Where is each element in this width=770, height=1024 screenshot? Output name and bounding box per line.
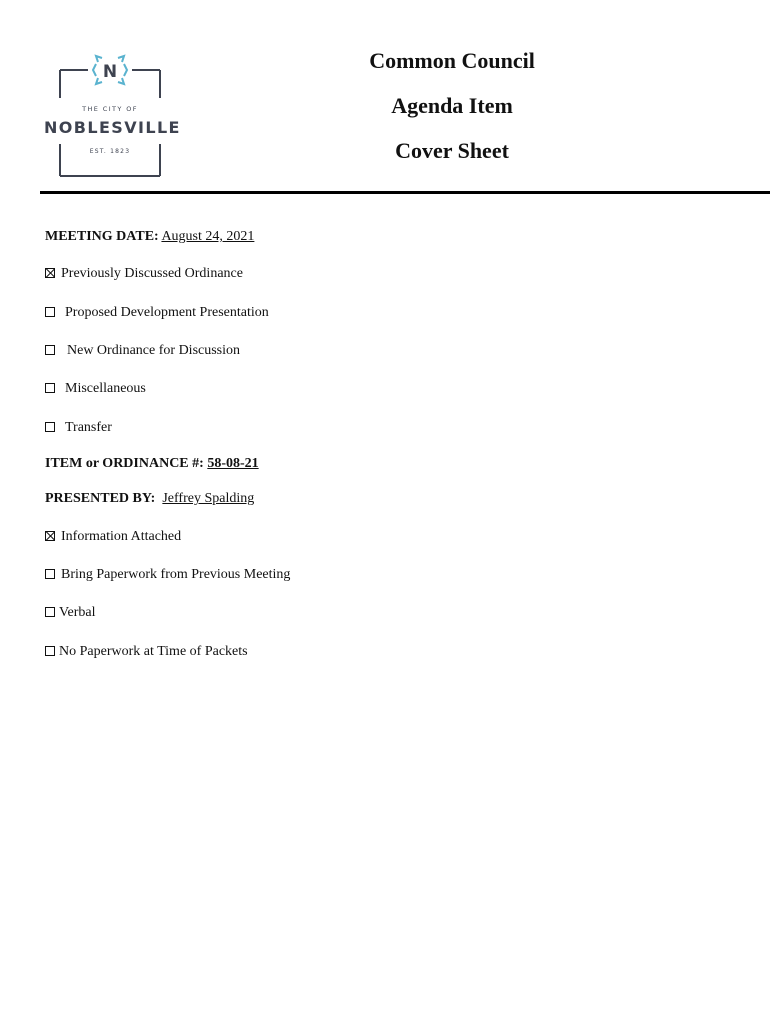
header-divider <box>40 191 770 194</box>
header-cover-sheet: Cover Sheet <box>395 138 509 163</box>
option-label: New Ordinance for Discussion <box>67 343 241 358</box>
type-option-previously-discussed[interactable] <box>45 265 243 283</box>
meeting-date-row <box>45 228 254 246</box>
logo-frame <box>44 52 181 180</box>
paperwork-option-bring-previous[interactable] <box>45 566 290 584</box>
paperwork-option-no-paperwork[interactable] <box>45 643 248 661</box>
type-option-proposed-development[interactable] <box>45 304 269 322</box>
unchecked-box-icon[interactable] <box>45 307 55 317</box>
option-label: Transfer <box>65 420 112 435</box>
paperwork-option-verbal[interactable] <box>45 604 96 622</box>
checked-box-icon[interactable] <box>45 268 55 278</box>
header-common-council: Common Council <box>369 48 535 73</box>
item-number-value: 58-08-21 <box>207 456 259 471</box>
item-number-label: ITEM or ORDINANCE #: <box>45 456 204 471</box>
paperwork-option-information-attached[interactable] <box>45 528 181 546</box>
unchecked-box-icon[interactable] <box>45 422 55 432</box>
type-option-transfer[interactable] <box>45 419 112 437</box>
star-badge-icon <box>93 56 127 84</box>
unchecked-box-icon[interactable] <box>45 383 55 393</box>
option-label: No Paperwork at Time of Packets <box>59 644 248 659</box>
presented-by-label: PRESENTED BY: <box>45 491 156 506</box>
presented-by-row <box>45 490 254 508</box>
logo-city-name: NOBLESVILLE <box>44 118 181 137</box>
item-number-row <box>45 455 259 473</box>
header-agenda-item: Agenda Item <box>391 93 513 118</box>
presented-by-value: Jeffrey Spalding <box>162 491 255 506</box>
meeting-date-value: August 24, 2021 <box>161 229 255 244</box>
checked-box-icon[interactable] <box>45 531 55 541</box>
unchecked-box-icon[interactable] <box>45 607 55 617</box>
unchecked-box-icon[interactable] <box>45 646 55 656</box>
unchecked-box-icon[interactable] <box>45 569 55 579</box>
svg-text:N: N <box>102 62 118 82</box>
option-label: Proposed Development Presentation <box>65 305 269 320</box>
option-label: Verbal <box>59 605 96 620</box>
type-option-new-ordinance[interactable] <box>45 342 240 360</box>
logo-city-of: THE CITY OF <box>82 105 138 113</box>
unchecked-box-icon[interactable] <box>45 345 55 355</box>
option-label: Previously Discussed Ordinance <box>61 266 243 281</box>
option-label: Bring Paperwork from Previous Meeting <box>61 567 291 582</box>
option-label: Information Attached <box>61 529 182 544</box>
meeting-date-label: MEETING DATE: <box>45 229 159 244</box>
logo-established: EST. 1823 <box>89 148 131 155</box>
city-logo <box>44 52 181 180</box>
type-option-miscellaneous[interactable] <box>45 380 146 398</box>
option-label: Miscellaneous <box>65 381 146 396</box>
